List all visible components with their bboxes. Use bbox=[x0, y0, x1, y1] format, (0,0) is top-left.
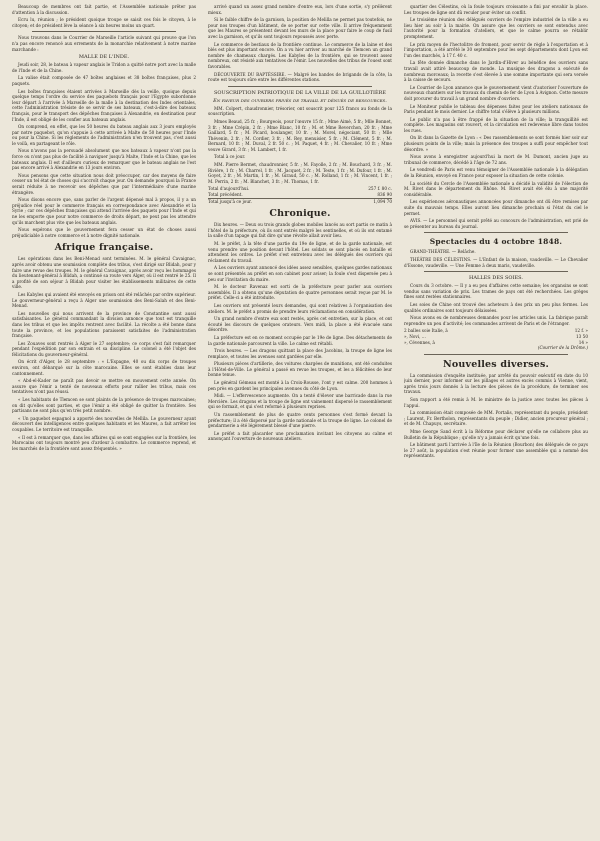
paragraph: THÉÂTRE DES CÉLESTINS. — L'Enfant de la maison, vaudeville. — Le Chevalier d'Essone, vaudeville. — Une Femme à deux maris, vaudeville. bbox=[404, 256, 588, 268]
paragraph: GRAND-THÉÂTRE. — Relâche. bbox=[410, 249, 476, 255]
paragraph: AVIS. — Le personnel qui serait prêté au concours de l'administration, est prié de se présenter au bureau du journal. bbox=[404, 218, 588, 229]
paragraph: Nous n'avons pas la persuadé absolument que nos bateaux à vapeur n'ont pas la force ou n'ont pas plus de facilité à naviguer jusqu'à Malte, l'Inde et la Chine, que les bateaux anglais. Il est d'ailleurs curieux de remarquer que le bateau anglais ne l'est pas encore arrivé à Alexandrie en 13 jours environ. bbox=[12, 148, 196, 171]
paragraph: Beaucoup de membres ont fait partie, et l'Assemblée nationale prêter pas d'attention à la discussion. bbox=[12, 4, 196, 15]
paragraph: Les nouvelles qui nous arrivent de la province de Constantine sont aussi satisfaisantes. Le général commandant la division annonce que tout est tranquille dans les tribus et que les impôts rentrent avec facilité. La récolte a été bonne dans toute la province, et les populations paraissent satisfaites de l'administration française. bbox=[12, 310, 196, 339]
paragraph: Nous espérons que le gouvernement fera cesser un état de choses aussi préjudiciable à notre commerce et à notre dignité nationale. bbox=[12, 227, 196, 238]
paragraph: Plusieurs pièces d'artillerie, des voitures chargées de munitions, ont été conduites à l'Hôtel-de-Ville. Le général a passé en revue les troupes, et les a félicitées de leur bonne tenue. bbox=[208, 361, 392, 378]
section-heading: MALLE DE L'INDE. bbox=[78, 54, 130, 61]
paragraph: La commission d'enquête instituée, par arrêté du pouvoir exécutif en date du 10 juin dernier, pour informer sur les pillages et autres excès commis à Vienne, vient, après trois jours donnés à la lecture des pièces de la procédure, de terminer ses travaux. bbox=[404, 372, 588, 395]
paragraph: Le Courrier de Lyon annonce que le gouvernement vient d'autoriser l'ouverture de nouveaux chantiers sur les travaux du chemin de fer de Lyon à Avignon. Cette mesure doit procurer du travail à un grand nombre d'ouvriers. bbox=[404, 84, 588, 101]
paragraph: Nous avons eu de nombreuses demandes pour les articles unis. La fabrique paraît reprendre un peu d'activité; les commandes arrivent de Paris et de l'étranger. bbox=[404, 315, 588, 326]
paragraph: MM. Pierre Bermet, chaudronnier, 5 fr. ; M. Fayolle, 2 fr. ; M. Bouchard, 3 fr. ; M. Rivière, 1 fr. ; M. Charrel, 1 fr. ; M. Jacquet, 2 fr. ; M. Teste, 1 fr. ; M. Dufour, 1 fr. ; M. Goyet, 2 fr. ; M. Martin, 1 fr. ; M. Giraud, 50 c. ; M. Rolland, 1 fr. ; M. Vincent, 1 fr. ; M. Perrin, 2 fr. ; M. Blanchet, 3 fr. ; M. Thomas, 1 fr. bbox=[208, 162, 392, 184]
paragraph: Nous avons à enregistrer aujourd'hui la mort de M. Dumont, ancien juge au tribunal de commerce, décédé à l'âge de 72 ans. bbox=[404, 154, 588, 165]
divider bbox=[424, 232, 568, 233]
paragraph: Le bâtiment parti l'arrivée à l'île de la Réunion (Bourbon) des délégués de ce pays le 27 août, la population s'est réunie pour former une assemblée qui a nommé des représentants. bbox=[404, 442, 588, 459]
divider bbox=[424, 354, 568, 355]
totals-table bbox=[208, 186, 392, 204]
paragraph: Les expériences aéronautiques annoncées pour dimanche ont dû être remises par suite du mauvais temps. Elles auront lieu dimanche prochain si l'état du ciel le permet. bbox=[404, 199, 588, 216]
paragraph: Le troisième réunion des délégués ouvriers de l'empire industriel de la ville a eu lieu hier au soir à la mairie. On assure que les ouvriers se sont entendus avec l'autorité pour la formation d'ateliers, et que le calme pourra se rétablir promptement. bbox=[404, 17, 588, 39]
paragraph: MM. Colpert, chaudronnier, trésorier, ont souscrit pour 125 francs au fonds de la souscription. bbox=[208, 105, 392, 117]
paragraph: Total à ce jour. bbox=[214, 154, 246, 160]
table-row bbox=[208, 198, 392, 204]
paragraph: Son rapport a été remis à M. le ministre de la justice avec toutes les pièces à l'appui. bbox=[404, 397, 588, 408]
paragraph: La valise était composée de 47 boîtes anglaises et 38 boîtes françaises, plus 2 paquets. bbox=[12, 75, 196, 86]
paragraph: Ecru lu, réunion ; le président quoique troupe se saisit ces fois le citoyen, à le citoyen; et de président lève la séance à six heures moins un quart. bbox=[12, 17, 196, 28]
section-heading-chronique: Chronique. bbox=[269, 208, 331, 220]
column-3 bbox=[404, 4, 588, 837]
paragraph: Le général Gémeau est monté à la Croix-Rousse, l'ont y est calme. 200 hommes à pen près en gardent les principales avenues du côté de Lyon. bbox=[208, 380, 392, 391]
section-heading-halles: HALLES DES SOIES. bbox=[469, 275, 523, 282]
paragraph: La commission était composée de MM. Portalis, représentant du peuple, président ; Laurent, Fr. Bertholon, représentants du peuple ; Didier, ancien procureur général ; et de M. Chapuys, secrétaire. bbox=[404, 410, 588, 427]
paragraph: Un rassemblement de plus de quatre cents personnes s'est formé devant la préfecture; il a été dispersé par la garde nationale et la troupe de ligne. Le colonel de gendarmerie a été légèrement blessé d'une pierre. bbox=[208, 412, 392, 429]
paragraph: On écrit d'Alger, le 28 septembre : « L'Espagne, 40 ou dix corps de troupes environ, ont débarqué sur la côte marocaine. Elles se sont établies dans leur cantonnement. bbox=[12, 359, 196, 376]
paragraph: Cours du 3 octobre. — Il y a eu peu d'affaires cette semaine; les organsins se sont vendus sans variation de prix. Les trames de pays ont été recherchées. Les grèges fines sont restées stationnaires. bbox=[404, 283, 588, 300]
price-source: (Courrier de la Drôme.) bbox=[537, 345, 588, 351]
section-subheading: En faveur des ouvriers privés de travail et dénués de ressources. bbox=[213, 97, 387, 104]
divider bbox=[424, 271, 568, 272]
paragraph: Les Kabyles qui avaient été envoyés en prison ont été relâchés par ordre supérieur. Le gouverneur-général a reçu à Alger une soumission des Beni-Salah et des Beni-Menad. bbox=[12, 291, 196, 309]
paragraph: Si le faible chiffre de la garnison, la position de Melilla ne permet pas toutefois, ne pour nos troupes d'un bâtiment, de se porter sur cette ville. Il arrive fréquemment que les Maures se présentent devant les murs de la place pour faire le coup de fusil avec la garnison, et qu'ils sont toujours repoussés avec perte. bbox=[208, 17, 392, 39]
paragraph: On comprend, en effet, que les 50 heures du bateau anglais aux 3 jours employés par notre paquebot, qu'on s'appuie à cette arrivée à Malte de 50 heures pour l'Inde ou pour la Chine. Si les règlements de l'administration n'en trouvent pas, c'est aussi le voilà, en partageant le rôle. bbox=[12, 124, 196, 146]
section-heading-spectacles: Spectacles du 4 octobre 1848. bbox=[429, 237, 563, 247]
paragraph: M. le docteur Ravenaz est sorti de la préfecture pour parler aux ouvriers assemblés. Il a obtenu qu'une députation de quatre personnes serait reçue par M. le préfet. Celle-ci a été introduite. bbox=[208, 284, 392, 301]
paragraph: arrivé quand un assez grand nombre d'entre eux, lors d'une sortie, s'y prélèrent mieux. bbox=[208, 4, 392, 15]
paragraph: « Les habitants de Tlemcen se sont plaints de la présence de troupes marocaines; on dit qu'elles sont parties, et que l'émir a été obligé de quitter la frontière. Ses partisans ne sont plus qu'en très petit nombre. bbox=[12, 397, 196, 414]
paragraph: Le public n'a pas à être frappé de la situation de la ville; la tranquillité est complète. Les magasins ont rouvert, et la circulation est redevenue libre dans toutes les rues. bbox=[404, 116, 588, 133]
price-label: », Novi, ... bbox=[404, 333, 426, 339]
section-heading-afrique: Afrique française. bbox=[54, 242, 154, 254]
price-amount: 12 f. » bbox=[574, 328, 588, 334]
paragraph: Le commerce de bestiaux de la frontière continue. Le commerce de la laine et des blés est plus important encore. On a vu hier arriver au marché de Tlemcen un grand nombre de chameaux chargés. Les Kabyles de la frontière, qui se trouvent assez nombreux, ont résisté aux tentatives de l'émir. Les nouvelles des tribus de l'ouest sont favorables. bbox=[208, 41, 392, 69]
total-amount: 257 f. 80 c. bbox=[368, 186, 392, 192]
paragraph: « Il est à remarquer que, dans les affaires qui se sont engagées sur la frontière, les Marocains ont toujours montré peu d'ardeur à combattre. Le commerce reprend, et les marchés de la frontière sont assez fréquentés. » bbox=[12, 434, 196, 451]
paragraph: Le Moniteur publie le tableau des dépenses faites pour les ateliers nationaux de Paris pendant le mois dernier. Le chiffre total s'élève à plusieurs millions. bbox=[404, 103, 588, 115]
paragraph: DÉCOUVERTE DU BAPTÉSSIRE. — Malgré les bandes de brigands de la côte, la route est toujours sûre entre les différentes stations. bbox=[208, 71, 392, 83]
paragraph: « Abd-el-Kader ne paraît pas devoir se mettre en mouvement cette année. On assure que l'émir a tenté de nouveaux efforts pour rallier les tribus, mais ces tentatives n'ont pas réussi. bbox=[12, 378, 196, 395]
column-1 bbox=[12, 4, 196, 837]
paragraph: Les soies de Chine ont trouvé des acheteurs à des prix un peu plus fermes. Les qualités ordinaires sont toujours délaissées. bbox=[404, 301, 588, 313]
total-amount: 1,094 70 bbox=[373, 198, 392, 204]
paragraph: Les ouvriers ont présenté leurs demandes, qui sont relatives à l'organisation des ateliers. M. le préfet a promis de prendre leurs réclamations en considération. bbox=[208, 302, 392, 314]
price-amount: 13 50 bbox=[576, 333, 588, 339]
paragraph: Nous trouvons dans le Courrier de Marseille l'article suivant qui prouve que l'on n'a pas encore renoncé aux errements de la monarchie relativement à notre marine marchande : bbox=[12, 35, 196, 52]
paragraph: M. le préfet, à la tête d'une partie du 19e de ligne, et de la garde nationale, est venu prendre une position devant l'hôtel. Les soldats se sont placés en bataille et attendent les ordres. Le préfet s'est entretenu avec les délégués des ouvriers qui réclament du travail. bbox=[208, 241, 392, 263]
prices-table bbox=[404, 328, 588, 345]
divider bbox=[32, 31, 176, 32]
total-amount: 836 90 bbox=[377, 192, 392, 198]
paragraph: Les opérations dans les Beni-Menad sont terminées. M. le général Cavaignac, après avoir obtenu une soumission complète des tribus, s'est dirigé sur Blidah, pour y faire une revue des troupes. M. le général Cavaignac, après avoir reçu les hommages du lieutenant-général à Blidah, a continué sa route vers Alger, où il est rentré le 25. Il a profité de son séjour à Blidah pour visiter les établissements militaires de cette ville. bbox=[12, 256, 196, 290]
paragraph: Le prix moyen de l'hectolitre de froment, pour servir de règle à l'exportation et à l'importation, a été arrêté le 30 septembre pour les sept départements dont Lyon est l'un des marchés, à 17 f. 40 c. bbox=[404, 41, 588, 58]
paragraph: Nous pensons que cette situation nous doit préoccuper, car des moyens de faire cesser un tel état de choses qui s'accroît chaque jour. On demande pourquoi la France serait réduite à ne recevoir ses dépêches que par l'intermédiaire d'une marine étrangère. bbox=[12, 172, 196, 195]
price-amount: 14 » bbox=[578, 339, 588, 345]
paragraph: La préfecture est en ce moment occupée par le 19e de ligne. Des détachements de la garde nationale parcourent la ville. Le calme est rétabli. bbox=[208, 334, 392, 346]
column-2 bbox=[208, 4, 392, 837]
paragraph: Mme George Sand écrit à la Réforme pour déclarer qu'elle ne collabore plus au Bulletin de la République ; qu'elle n'y a jamais écrit qu'une fois. bbox=[404, 429, 588, 440]
paragraph: On lit dans la Gazette de Lyon : « Des rassemblements se sont formés hier soir sur plusieurs points de la ville; mais la présence des troupes a suffi pour empêcher tout désordre. » bbox=[404, 135, 588, 152]
paragraph: Jeudi soir, 28, le bateau à vapeur anglais le Tridon a quitté notre port avec la malle de l'Inde et de la Chine. bbox=[12, 62, 196, 73]
paragraph: quartier des Célestins, où la foule toujours croissante a fini par envahir la place. Les troupes de ligne ont dû reculer pour éviter un conflit. bbox=[404, 4, 588, 15]
paragraph: Les Zouaves sont rentrés à Alger le 27 septembre; ce corps s'est fait remarquer pendant l'expédition par son entrain et sa discipline. Le colonel a été l'objet des félicitations du gouverneur-général. bbox=[12, 340, 196, 357]
total-label: Total jusqu'à ce jour. bbox=[208, 198, 252, 204]
divider bbox=[228, 86, 372, 87]
section-heading-souscription: SOUSCRIPTION PATRIOTIQUE DE LA VILLE DE LA GUILLOTIÈRE bbox=[213, 89, 387, 96]
paragraph: Dix heures. — Deux ou trois grands globes mobiles lancés au sort partis ce matin à l'hôtel de la préfecture, où ils sont entrés malgré les sentinelles, et où ils ont entamé la salle d'un tapage qui fait dire qu'une révolte allait avoir lieu. bbox=[208, 222, 392, 239]
paragraph: Un grand nombre d'entre eux sont restés, après cet entretien, sur la place, et ont écouté les discours de quelques orateurs. Vers midi, la place a été évacuée sans désordre. bbox=[208, 316, 392, 333]
paragraph: Le préfet a fait placarder une proclamation invitant les citoyens au calme et annonçant l'ouverture de nouveaux ateliers. bbox=[208, 430, 392, 442]
paragraph: La société du Cercle de l'Assemblée nationale a décidé la validité de l'élection de M. Rivet dans le département du Rhône. M. Rivet avait été élu à une majorité considérable. bbox=[404, 180, 588, 197]
section-heading-nouvelles: Nouvelles diverses. bbox=[442, 358, 550, 370]
paragraph: Midi. — L'effervescence augmente. On a tenté d'élever une barricade dans la rue Mercière. Les dragons et la troupe de ligne ont vainement dispersé le rassemblement qui se formait, et qui s'est reformé à plusieurs reprises. bbox=[208, 393, 392, 410]
paragraph: Trois heures. — Les dragons quittant la place des Jacobins, la troupe de ligne les remplace, et toutes les avenues sont gardées par elle. bbox=[208, 348, 392, 359]
paragraph: Les boîtes françaises étaient arrivées à Marseille dès la veille, quoique depuis quelque temps l'ordre du service des paquebots français pour l'Egypte subordonne leur départ à l'arrivée à Marseille de la malle à la destination des Indes orientales, cette l'administration trésiste de se servir de ses bateaux, c'est-à-dire des bateaux français, pour le transport des dépêches françaises à Alexandrie, en destination pour l'Inde, il est obligé de les confier aux bateaux anglais. bbox=[12, 88, 196, 122]
paragraph: Nous disons encore que, sans parler de l'argent dépensé mal à propos, il y a un préjudice réel pour le commerce français en correspondance avec Alexandrie et la Syrie ; car ces dépêches françaises qui attend l'arrivée des paquets pour l'Inde et qui ne les emporte que pour notre commerce de droits départ, ne peut pas les attendre qu'ils marchent plus vite que les bateaux anglais. bbox=[12, 197, 196, 225]
total-label: Total précédent. bbox=[208, 192, 243, 198]
paragraph: « Un paquebot espagnol a apporté des nouvelles de Mellila. Le gouverneur ayant découvert des intelligences entre quelques habitants et les Maures, a fait arrêter les coupables. Le territoire est tranquille. bbox=[12, 415, 196, 432]
paragraph: Mmes Beaud, 25 fr. ; Bourgeois, pour l'œuvre 15 fr. ; Mme Aimé, 5 fr.; Mlle Bonnet, 3 fr. ; Mme Crépin, 2 fr. ; Mme Blanc, 10 fr. ; M. et Mme Reverchon, 20 fr. ; Mme Gaillard, 5 fr. ; M. Picard, boulanger, 10 fr. ; M. Morel, négociant, 50 fr. ; Mlle Thévenin, 2 fr. ; M. Cordier, 3 fr. ; M. Rey, menuisier, 5 fr. ; M. Clément, 5 fr. ; M. Bernard, 10 fr. ; M. Duval, 2 fr. 50 c. ; M. Paquet, 4 fr. ; M. Chevalier, 10 fr. ; Mme veuve Girard, 3 fr. ; M. Lambert, 1 fr. bbox=[208, 118, 392, 152]
total-label: Total d'aujourd'hui. bbox=[208, 186, 250, 192]
price-label: », Cévennes, à bbox=[404, 339, 435, 345]
paragraph: A Les ouvriers ayant annoncé des idées assez sensibles, quelques gardes nationaux se sont présentés au préfet en son cabinet pour aviser; la foule s'est dispersée peu à peu sur l'invitation du maire. bbox=[208, 265, 392, 282]
paragraph: La fête donnée dimanche dans le Jardin-d'Hiver au bénéfice des ouvriers sans travail avait attiré beaucoup de monde. La musique des dragons a exécuté de nombreux morceaux; la recette s'est élevée à une somme importante qui sera versée à la caisse de secours. bbox=[404, 60, 588, 83]
price-label: 2 balles soie Italie, à bbox=[404, 328, 448, 334]
paragraph: Le vendredi de Paris est venu témoigner de l'Assemblée nationale à la délégation de la Réunion, envoyé en France pour exposer la situation de cette colonie. bbox=[404, 167, 588, 179]
